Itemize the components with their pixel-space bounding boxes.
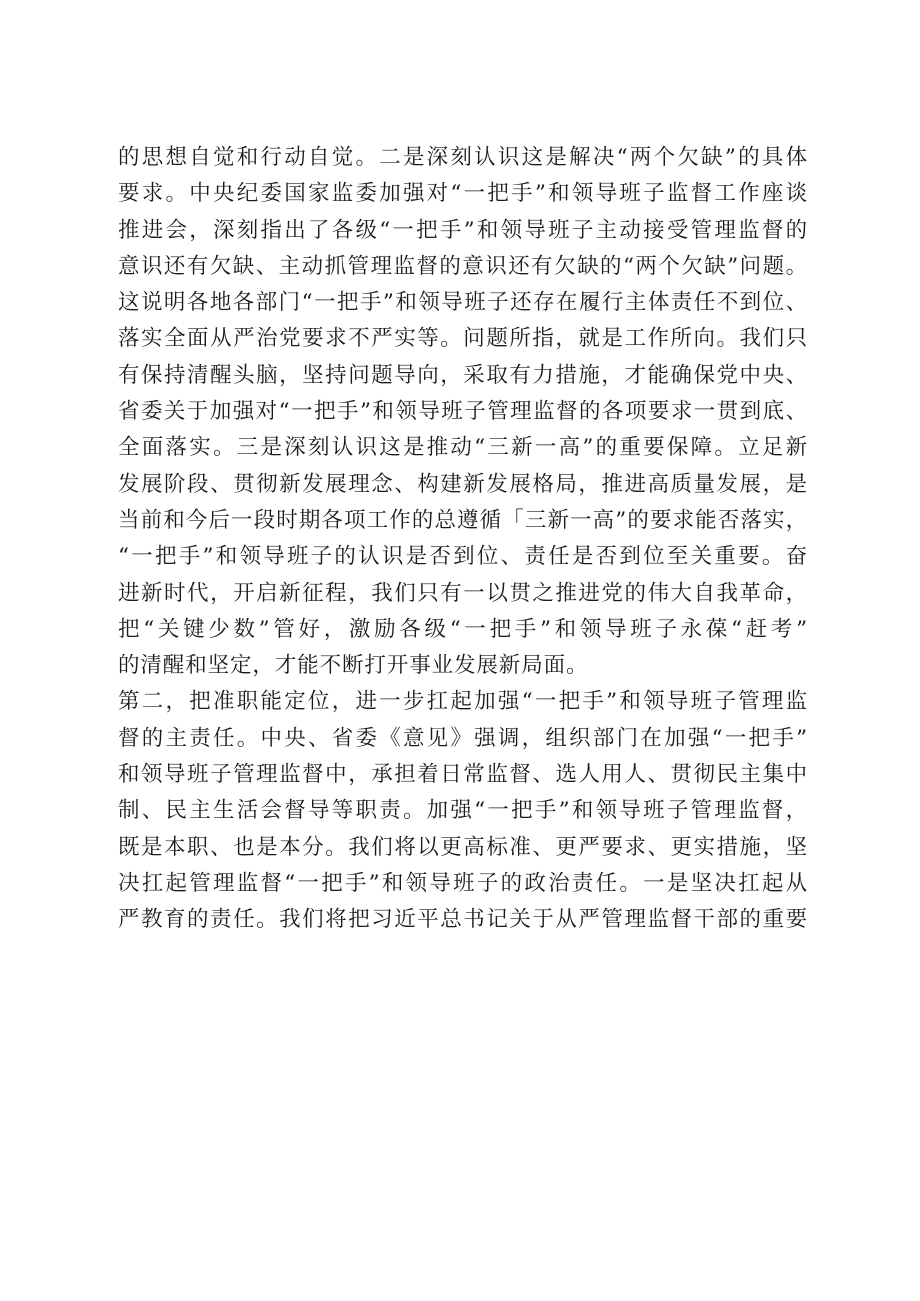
text-line: 进新时代，开启新征程，我们只有一以贯之推进党的伟大自我革命， <box>118 580 808 606</box>
text-line: 的思想自觉和行动自觉。二是深刻认识这是解决“两个欠缺”的具体 <box>118 145 808 170</box>
text-line: 把“关键少数”管好，激励各级“一把手”和领导班子永葆“赶考” <box>118 616 808 642</box>
text-line: 制、民主生活会督导等职责。加强“一把手”和领导班子管理监督， <box>118 798 808 824</box>
text-line: 决扛起管理监督“一把手”和领导班子的政治责任。一是坚决扛起从 <box>118 870 808 896</box>
text-line: 有保持清醒头脑，坚持问题导向，采取有力措施，才能确保党中央、 <box>118 362 808 388</box>
body-text <box>118 140 808 939</box>
text-line: 全面落实。三是深刻认识这是推动“三新一高”的重要保障。立足新 <box>118 435 808 461</box>
text-line: 第二，把准职能定位，进一步扛起加强“一把手”和领导班子管理监 <box>118 689 808 715</box>
text-line: 的清醒和坚定，才能不断打开事业发展新局面。 <box>118 653 589 679</box>
text-line: 落实全面从严治党要求不严实等。问题所指，就是工作所向。我们只 <box>118 326 808 352</box>
text-line: 当前和今后一段时期各项工作的总遵循「三新一高”的要求能否落实， <box>118 507 808 533</box>
text-line: 省委关于加强对“一把手”和领导班子管理监督的各项要求一贯到底、 <box>118 399 808 425</box>
text-line: 既是本职、也是本分。我们将以更高标准、更严要求、更实措施，坚 <box>118 834 808 860</box>
text-line: 意识还有欠缺、主动抓管理监督的意识还有欠缺的“两个欠缺”问题。 <box>118 253 808 279</box>
text-line: “一把手”和领导班子的认识是否到位、责任是否到位至关重要。奋 <box>118 544 808 570</box>
text-line: 和领导班子管理监督中，承担着日常监督、选人用人、贯彻民主集中 <box>118 762 808 788</box>
text-line: 严教育的责任。我们将把习近平总书记关于从严管理监督干部的重要 <box>118 907 808 933</box>
text-line: 发展阶段、贯彻新发展理念、构建新发展格局，推进高质量发展，是 <box>118 471 808 497</box>
text-line: 督的主责任。中央、省委《意见》强调，组织部门在加强“一把手” <box>118 725 808 751</box>
text-line: 这说明各地各部门“一把手”和领导班子还存在履行主体责任不到位、 <box>118 290 808 316</box>
text-line: 推进会，深刻指出了各级“一把手”和领导班子主动接受管理监督的 <box>118 217 808 243</box>
text-line: 要求。中央纪委国家监委加强对“一把手”和领导班子监督工作座谈 <box>118 181 808 207</box>
